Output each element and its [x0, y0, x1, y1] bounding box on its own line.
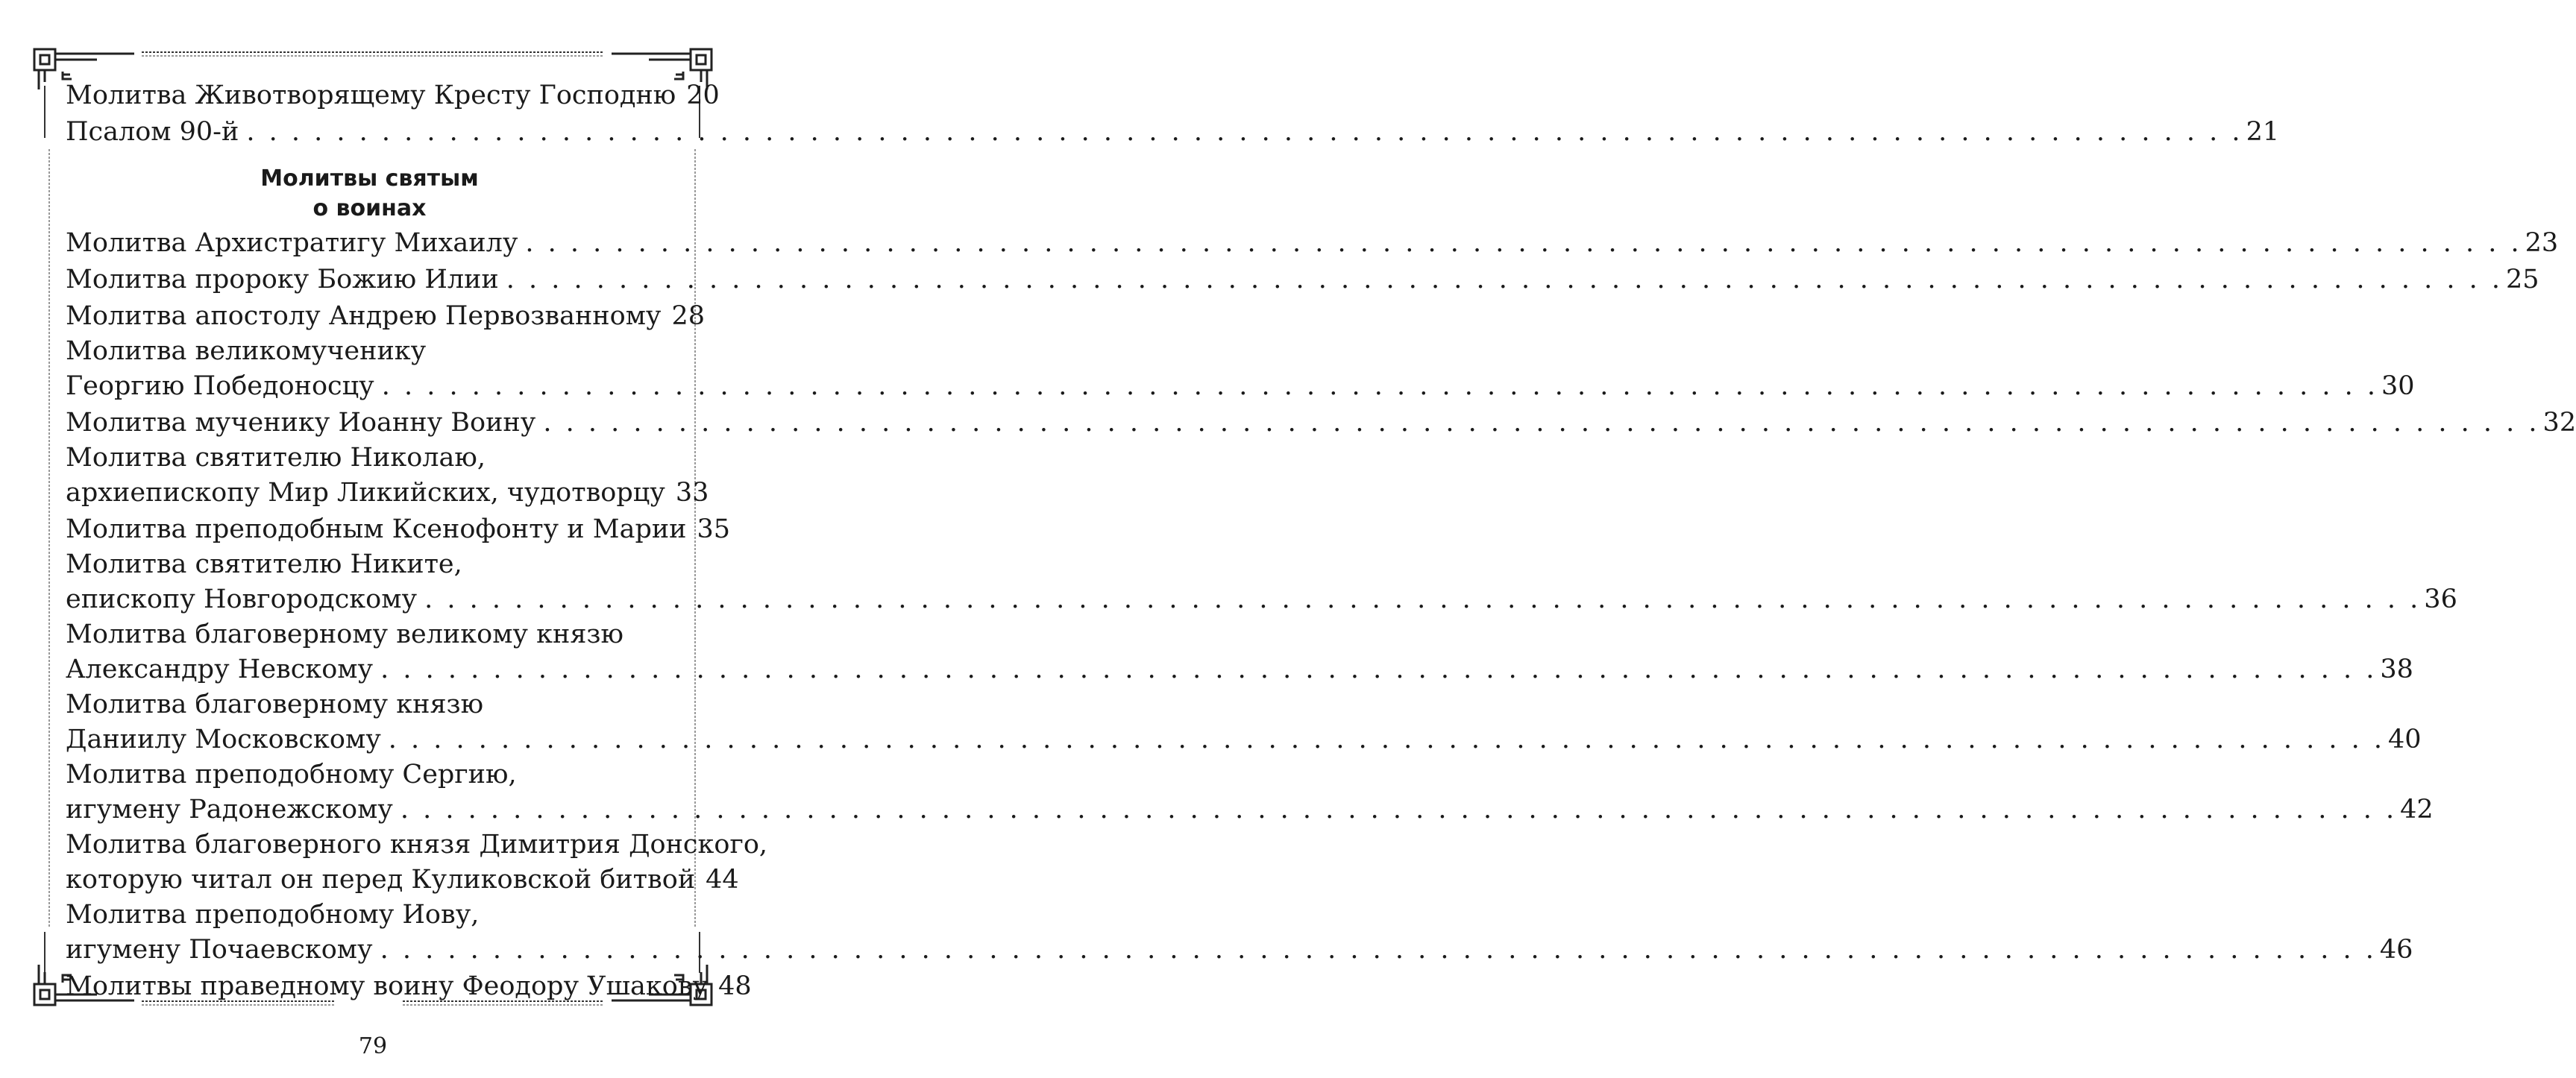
toc-entry-title-line: Молитва великомученику [66, 336, 427, 366]
leader-dots [543, 405, 2539, 441]
leader-dots [389, 722, 2385, 758]
leader-dots [525, 225, 2522, 262]
toc-entry[interactable] [66, 298, 706, 335]
toc-entry-page: 36 [2424, 584, 2457, 614]
leader-dots [380, 652, 2377, 688]
toc-entry[interactable] [66, 262, 2539, 298]
leader-dots [380, 932, 2377, 968]
toc-entry-title-line: Молитва преподобному Иову, [66, 900, 480, 930]
toc-entry[interactable] [66, 335, 2415, 405]
toc-entry-title: Молитва Архистратигу Михаилу [66, 228, 518, 258]
toc-entry[interactable] [66, 114, 2280, 151]
toc-entry-page: 40 [2388, 725, 2422, 754]
toc-entry-title: которую читал он перед Куликовской битвой [66, 865, 696, 895]
toc-entry-title-line: Молитва благоверного князя Димитрия Донского, [66, 830, 768, 860]
toc-entry-page: 21 [2246, 117, 2280, 147]
toc-entry-title: игумену Радонежскому [66, 795, 393, 825]
toc-entry-title: Молитвы праведному воину Феодору Ушакову [66, 971, 709, 1001]
toc-entry[interactable] [66, 758, 2434, 828]
toc-entry-title: Молитва мученику Иоанну Воину [66, 408, 536, 438]
toc-entry-page: 32 [2542, 408, 2576, 438]
toc-entry-page: 25 [2505, 265, 2539, 294]
toc-entry-title: архиепископу Мир Ликийских, чудотворцу [66, 478, 665, 508]
toc-entry-title: Молитва пророку Божию Илии [66, 265, 499, 294]
leader-dots [506, 262, 2503, 298]
toc-entry-title: Георгию Победоносцу [66, 371, 374, 401]
section-heading-line: Молитвы святым [260, 166, 479, 192]
toc-entry-title: Псалом 90-й [66, 117, 239, 147]
toc-entry-page: 46 [2379, 935, 2413, 965]
section-heading [66, 164, 673, 224]
toc-entry-page: 28 [671, 301, 706, 331]
toc-entry-title: Молитва Животворящему Кресту Господню [66, 81, 676, 110]
toc-entry-page: 30 [2381, 371, 2415, 401]
toc-entry[interactable] [66, 225, 2559, 262]
toc-entry-page: 44 [706, 865, 739, 895]
toc-entry-last-line [66, 652, 2413, 688]
toc-entry-last-line [66, 862, 739, 898]
toc-entry-page: 42 [2400, 795, 2434, 825]
toc-entry-last-line [66, 475, 709, 511]
toc-entry-title-line: Молитва преподобному Сергию, [66, 760, 517, 789]
toc-entry-title: Александру Невскому [66, 655, 374, 684]
toc-entry-title: Молитва преподобным Ксенофонту и Марии [66, 514, 687, 544]
toc-entry-page: 20 [686, 81, 720, 110]
toc-entry[interactable] [66, 828, 768, 898]
table-of-contents [66, 78, 2576, 1005]
toc-entry-title: Молитва апостолу Андрею Первозванному [66, 301, 662, 331]
toc-entry[interactable] [66, 548, 2457, 618]
toc-entry-title: игумену Почаевскому [66, 935, 373, 965]
leader-dots [246, 114, 2243, 151]
toc-entry-last-line [66, 722, 2422, 758]
leader-dots [400, 792, 2397, 828]
toc-entry-page: 38 [2380, 655, 2413, 684]
toc-entry[interactable] [66, 898, 2413, 968]
toc-entry[interactable] [66, 688, 2422, 758]
toc-entry-title-line: Молитва святителю Никите, [66, 549, 462, 579]
toc-entry[interactable] [66, 405, 2576, 441]
leader-dots [424, 581, 2421, 618]
toc-entry-last-line [66, 792, 2434, 828]
toc-entry-title-line: Молитва благоверному великому князю [66, 620, 623, 649]
section-heading-line: о воинах [312, 195, 427, 221]
toc-entry-title: Даниилу Московскому [66, 725, 381, 754]
toc-entry-page: 33 [675, 478, 709, 508]
toc-entry[interactable] [66, 78, 720, 114]
leader-dots [382, 368, 2378, 405]
toc-entry-last-line [66, 368, 2415, 405]
toc-entry-title-line: Молитва святителю Николаю, [66, 443, 486, 473]
toc-entry-page: 48 [718, 971, 752, 1001]
toc-entry-page: 23 [2525, 228, 2559, 258]
toc-entry[interactable] [66, 618, 2413, 688]
toc-entry[interactable] [66, 968, 752, 1005]
toc-entry-page: 35 [697, 514, 731, 544]
toc-entry-title: епископу Новгородскому [66, 584, 418, 614]
toc-entry[interactable] [66, 511, 731, 548]
toc-entry-title-line: Молитва благоверному князю [66, 690, 484, 719]
toc-entry[interactable] [66, 441, 709, 511]
page-number: 79 [358, 1033, 388, 1059]
toc-entry-last-line [66, 932, 2413, 968]
toc-entry-last-line [66, 581, 2457, 618]
